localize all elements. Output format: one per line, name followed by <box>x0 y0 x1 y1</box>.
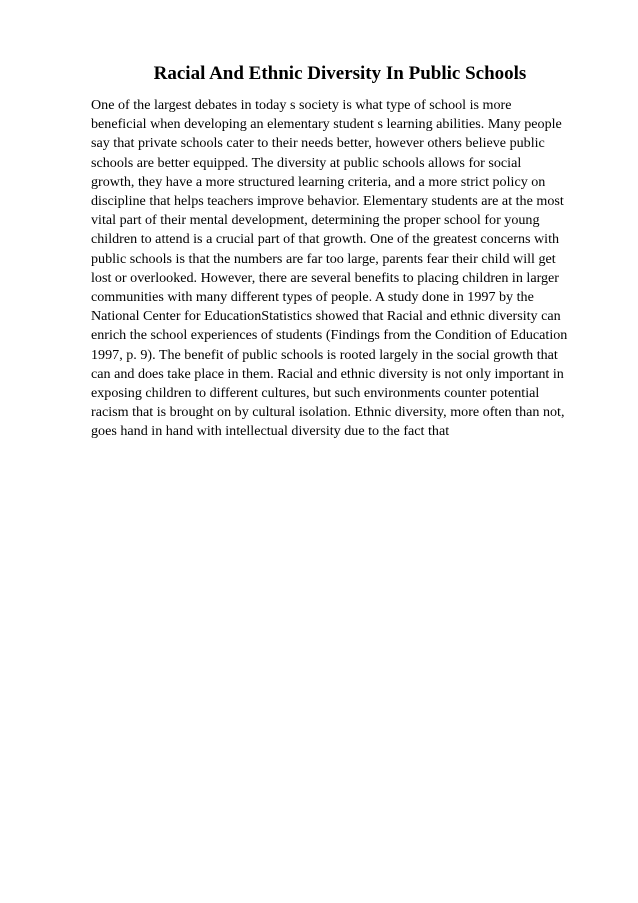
document-body <box>91 96 591 442</box>
body-line: vital part of their mental development, determining the proper school for young <box>91 212 540 229</box>
body-line: 1997, p. 9). The benefit of public schools is rooted largely in the social growth that <box>91 346 558 363</box>
body-line: children to attend is a crucial part of that growth. One of the greatest concerns with <box>91 231 560 248</box>
body-line: National Center for EducationStatistics showed that Racial and ethnic diversity can <box>91 308 561 325</box>
body-line: public schools is that the numbers are far too large, parents fear their child will get <box>91 250 556 267</box>
body-line: schools are better equipped. The diversity at public schools allows for social <box>91 154 522 171</box>
document-title: Racial And Ethnic Diversity In Public Schools <box>153 63 527 84</box>
body-line: racism that is brought on by cultural isolation. Ethnic diversity, more often than not, <box>91 404 565 421</box>
body-line: One of the largest debates in today s society is what type of school is more <box>91 97 512 113</box>
body-line: exposing children to different cultures, but such environments counter potential <box>91 385 540 402</box>
body-line: growth, they have a more structured learning criteria, and a more strict policy on <box>91 173 546 190</box>
body-line: enrich the school experiences of students (Findings from the Condition of Education <box>91 327 568 344</box>
body-line: communities with many different types of people. A study done in 1997 by the <box>91 289 534 306</box>
body-line: can and does take place in them. Racial and ethnic diversity is not only important in <box>91 365 564 382</box>
body-line: beneficial when developing an elementary student s learning abilities. Many people <box>91 116 562 133</box>
body-line: goes hand in hand with intellectual diversity due to the fact that <box>91 423 450 440</box>
body-line: lost or overlooked. However, there are several benefits to placing children in larger <box>91 269 560 286</box>
body-line: discipline that helps teachers improve behavior. Elementary students are at the most <box>91 193 564 210</box>
body-line: say that private schools cater to their needs better, however others believe public <box>91 135 545 152</box>
